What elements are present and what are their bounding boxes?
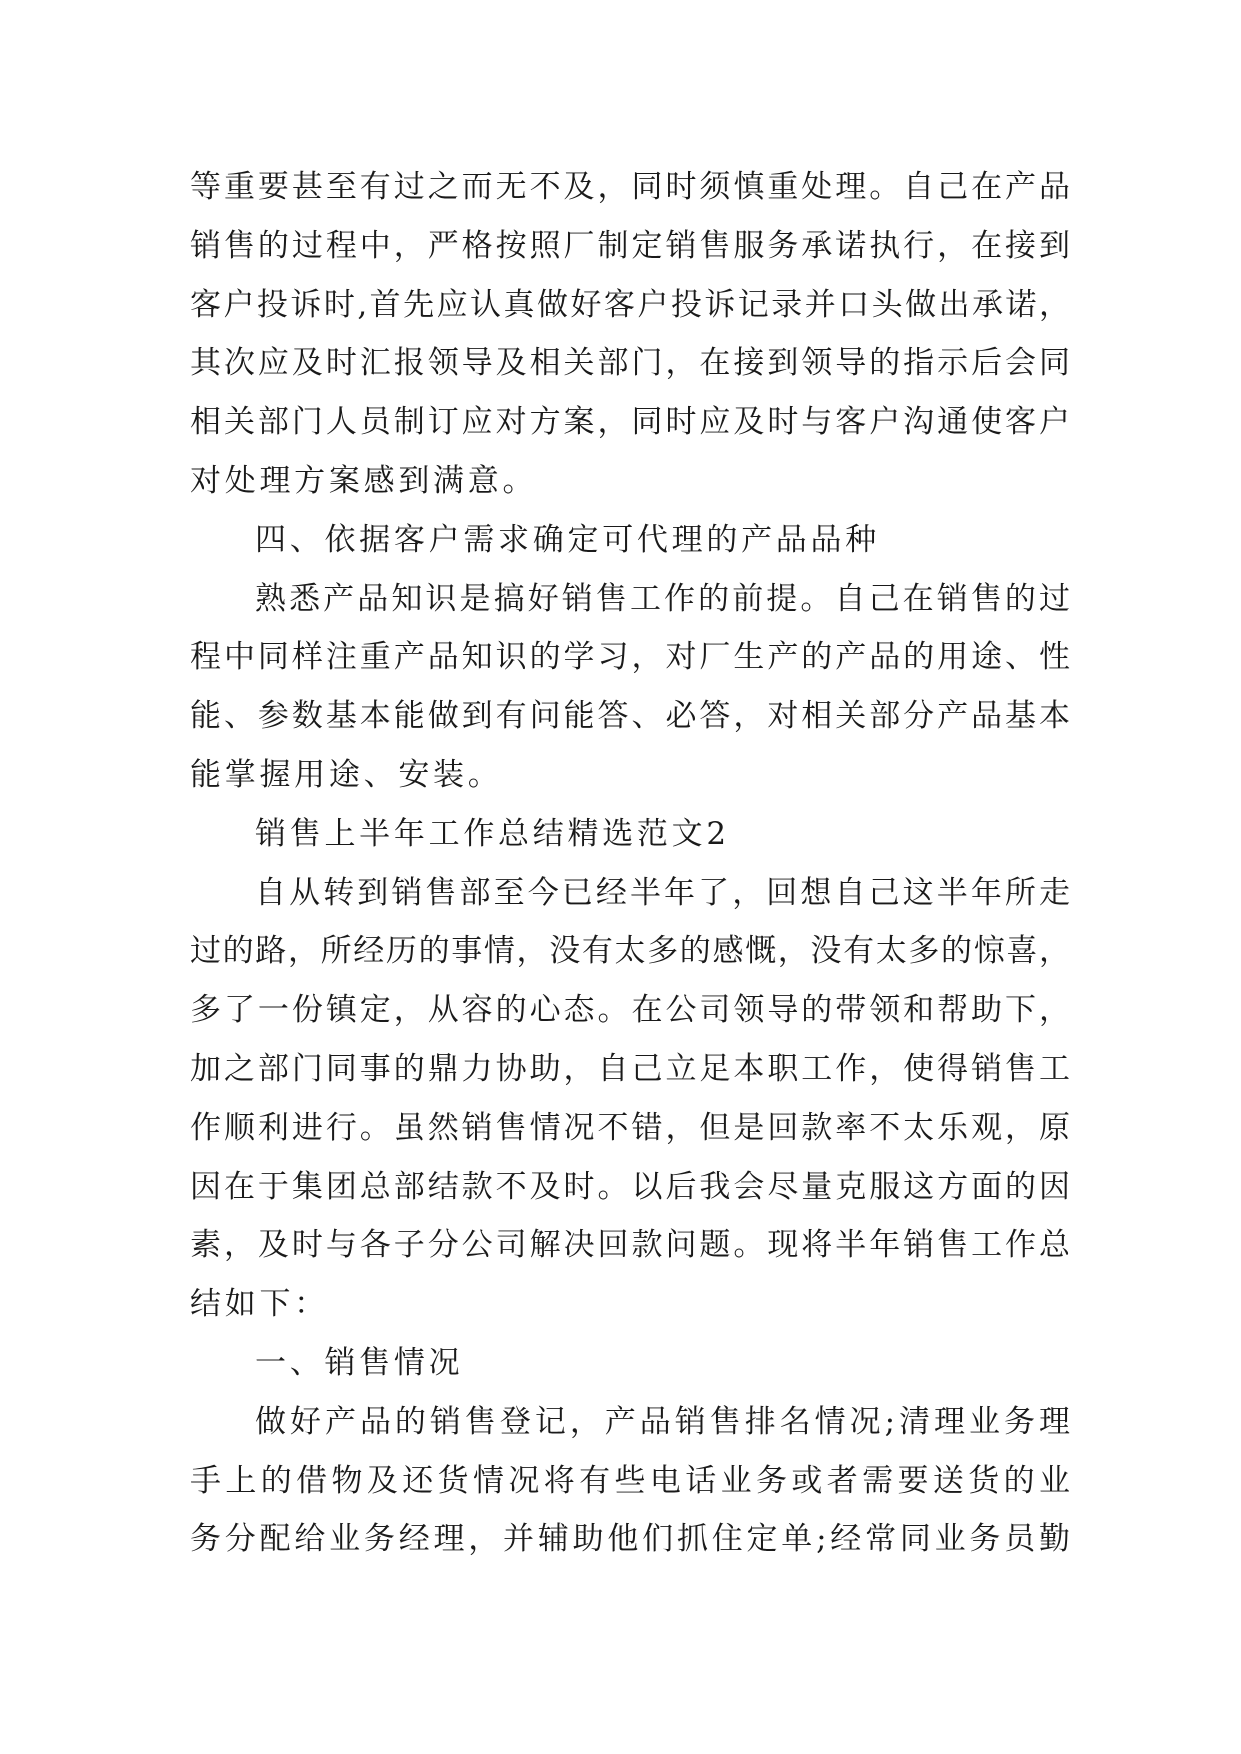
text-line: 能、参数基本能做到有问能答、必答，对相关部分产品基本 — [190, 698, 1070, 735]
text-line: 等重要甚至有过之而无不及，同时须慎重处理。自己在产品 — [190, 169, 1070, 205]
text-line: 对处理方案感到满意。 — [190, 462, 538, 499]
text-line: 其次应及时汇报领导及相关部门，在接到领导的指示后会同 — [190, 345, 1070, 382]
text-line: 多了一份镇定，从容的心态。在公司领导的带领和帮助下， — [190, 992, 1070, 1029]
text-line: 务分配给业务经理，并辅助他们抓住定单;经常同业务员勤 — [190, 1521, 1070, 1558]
text-line: 加之部门同事的鼎力协助，自己立足本职工作，使得销售工 — [190, 1050, 1070, 1087]
text-line: 销售上半年工作总结精选范文2 — [255, 815, 730, 852]
text-line: 程中同样注重产品知识的学习，对厂生产的产品的用途、性 — [190, 639, 1070, 676]
text-line: 过的路，所经历的事情，没有太多的感慨，没有太多的惊喜， — [190, 933, 1070, 970]
text-line: 相关部门人员制订应对方案，同时应及时与客户沟通使客户 — [190, 404, 1070, 441]
text-line: 因在于集团总部结款不及时。以后我会尽量克服这方面的因 — [190, 1168, 1070, 1205]
text-line: 素，及时与各子分公司解决回款问题。现将半年销售工作总 — [190, 1227, 1070, 1264]
text-line: 做好产品的销售登记，产品销售排名情况;清理业务理 — [255, 1403, 1070, 1440]
text-line: 四、依据客户需求确定可代理的产品品种 — [255, 521, 880, 558]
text-line: 一、销售情况 — [255, 1344, 464, 1381]
text-line: 结如下： — [190, 1286, 329, 1323]
text-line: 作顺利进行。虽然销售情况不错，但是回款率不太乐观，原 — [190, 1109, 1070, 1146]
text-line: 能掌握用途、安装。 — [190, 756, 503, 793]
text-line: 自从转到销售部至今已经半年了，回想自己这半年所走 — [255, 874, 1070, 911]
text-line: 手上的借物及还货情况将有些电话业务或者需要送货的业 — [190, 1462, 1070, 1499]
text-line: 销售的过程中，严格按照厂制定销售服务承诺执行，在接到 — [190, 227, 1070, 264]
document-body — [190, 158, 1070, 1569]
text-line: 客户投诉时,首先应认真做好客户投诉记录并口头做出承诺， — [190, 286, 1070, 323]
text-line: 熟悉产品知识是搞好销售工作的前提。自己在销售的过 — [255, 580, 1070, 617]
